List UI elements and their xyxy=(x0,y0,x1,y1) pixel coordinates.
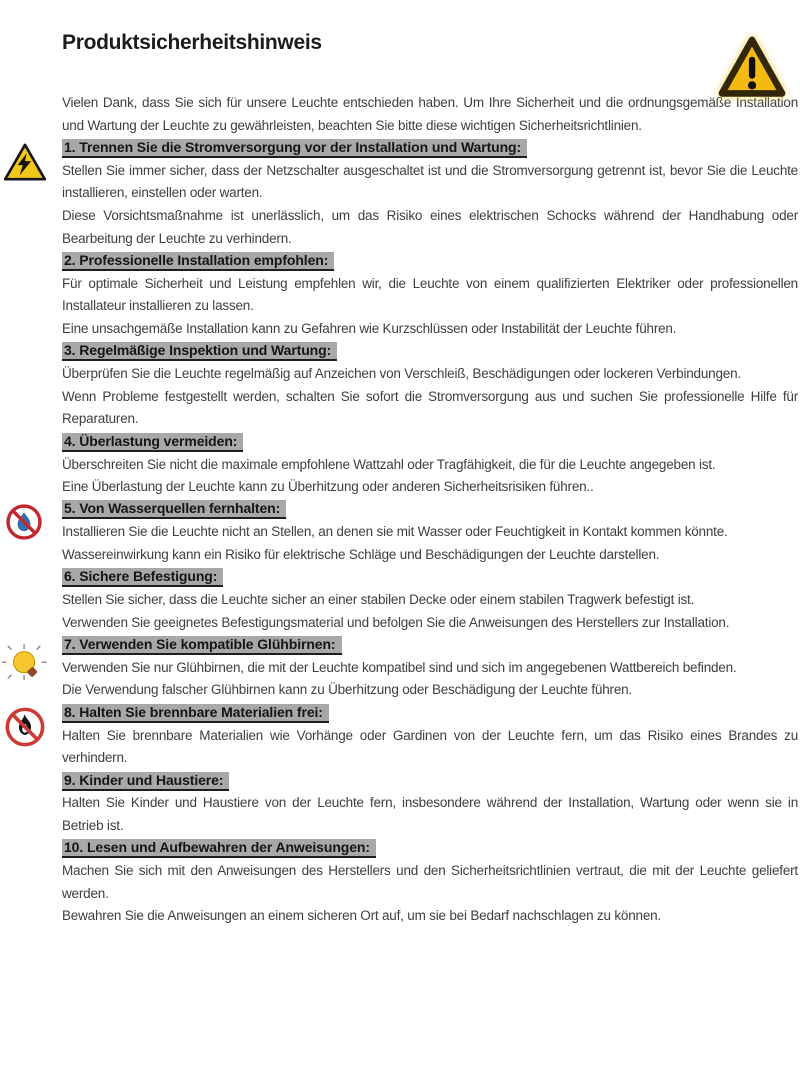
section-paragraph: Machen Sie sich mit den Anweisungen des Herstellers und den Sicherheitsrichtlinien vertraut, die mit der Leuchte geliefert werden. xyxy=(62,863,798,901)
page xyxy=(0,28,800,1088)
section-paragraph: Halten Sie Kinder und Haustiere von der Leuchte fern, insbesondere während der Installation, Wartung oder wenn sie in Betrieb ist. xyxy=(62,795,798,833)
section-paragraph: Stellen Sie immer sicher, dass der Netzschalter ausgeschaltet ist und die Stromversorgung getrennt ist, bevor Sie die Leuchte installieren, einstellen oder warten. xyxy=(62,162,798,201)
section-compatible-bulbs xyxy=(62,634,798,702)
section-paragraph: Diese Vorsichtsmaßnahme ist unerlässlich, um das Risiko eines elektrischen Schocks während der Handhabung oder Bearbeitung der Leuchte zu verhindern. xyxy=(62,207,798,246)
section-paragraph: Überschreiten Sie nicht die maximale empfohlene Wattzahl oder Tragfähigkeit, die für die Leuchte angegeben ist. xyxy=(62,456,716,472)
section-children-pets xyxy=(62,770,798,838)
section-paragraph: Bewahren Sie die Anweisungen an einem sicheren Ort auf, um sie bei Bedarf nachschlagen zu können. xyxy=(62,908,661,924)
section-avoid-overload xyxy=(62,431,798,499)
section-paragraph: Verwenden Sie nur Glühbirnen, die mit der Leuchte kompatibel sind und sich im angegebenen Wattbereich befinden. xyxy=(62,659,737,675)
section-inspection-maintenance xyxy=(62,341,798,431)
section-heading: 5. Von Wasserquellen fernhalten: xyxy=(62,500,286,519)
section-professional-installation xyxy=(62,250,798,340)
section-heading: 10. Lesen und Aufbewahren der Anweisungen: xyxy=(62,839,376,858)
light-bulb-icon xyxy=(2,639,50,693)
section-paragraph: Wassereinwirkung kann ein Risiko für elektrische Schläge und Beschädigungen der Leuchte darstellen. xyxy=(62,546,660,562)
section-paragraph: Installieren Sie die Leuchte nicht an Stellen, an denen sie mit Wasser oder Feuchtigkeit in Kontakt kommen könnte. xyxy=(62,524,728,540)
high-voltage-icon xyxy=(3,138,47,186)
section-paragraph: Wenn Probleme festgestellt werden, schalten Sie sofort die Stromversorgung aus und suchen Sie professionelle Hilfe für Reparaturen. xyxy=(62,388,798,427)
section-read-keep-instructions xyxy=(62,838,798,928)
section-paragraph: Eine unsachgemäße Installation kann zu Gefahren wie Kurzschlüssen oder Instabilität der Leuchte führen. xyxy=(62,320,677,336)
section-flammable-materials xyxy=(62,702,798,770)
section-heading: 1. Trennen Sie die Stromversorgung vor der Installation und Wartung: xyxy=(62,139,527,158)
section-heading: 3. Regelmäßige Inspektion und Wartung: xyxy=(62,342,337,361)
section-paragraph: Überprüfen Sie die Leuchte regelmäßig auf Anzeichen von Verschleiß, Beschädigungen oder lockeren Verbindungen. xyxy=(62,366,741,382)
section-paragraph: Eine Überlastung der Leuchte kann zu Überhitzung oder anderen Sicherheitsrisiken führen.. xyxy=(62,479,594,495)
section-keep-from-water xyxy=(62,499,798,567)
document-body xyxy=(0,92,800,928)
section-paragraph: Für optimale Sicherheit und Leistung empfehlen wir, die Leuchte von einem qualifizierten Elektriker oder professionellen Installateur installieren zu lassen. xyxy=(62,275,798,314)
section-secure-mounting xyxy=(62,566,798,634)
section-heading: 9. Kinder und Haustiere: xyxy=(62,772,229,791)
section-paragraph: Stellen Sie sicher, dass die Leuchte sicher an einer stabilen Decke oder einem stabilen Tragwerk befestigt ist. xyxy=(62,592,695,608)
page-title: Produktsicherheitshinweis xyxy=(62,31,322,54)
section-paragraph: Die Verwendung falscher Glühbirnen kann zu Überhitzung oder Beschädigung der Leuchte führen. xyxy=(62,682,632,698)
section-heading: 7. Verwenden Sie kompatible Glühbirnen: xyxy=(62,636,342,655)
warning-triangle-icon xyxy=(715,34,789,100)
no-fire-icon xyxy=(4,704,46,750)
section-heading: 4. Überlastung vermeiden: xyxy=(62,433,243,452)
section-paragraph: Halten Sie brennbare Materialien wie Vorhänge oder Gardinen von der Leuchte fern, um das Risiko eines Brandes zu verhindern. xyxy=(62,727,798,766)
no-water-icon xyxy=(5,501,43,543)
section-disconnect-power xyxy=(62,137,798,250)
section-heading: 2. Professionelle Installation empfohlen: xyxy=(62,252,334,271)
intro-paragraph: Vielen Dank, dass Sie sich für unsere Leuchte entschieden haben. Um Ihre Sicherheit und die ordnungsgemäße Installation und Wartung der Leuchte zu gewährleisten, beachten Sie bitte diese wichtigen Sicherheitsrichtlinien. xyxy=(62,95,798,133)
section-paragraph: Verwenden Sie geeignetes Befestigungsmaterial und befolgen Sie die Anweisungen des Herstellers zur Installation. xyxy=(62,614,730,630)
section-heading: 6. Sichere Befestigung: xyxy=(62,568,223,587)
section-heading: 8. Halten Sie brennbare Materialien frei: xyxy=(62,704,329,723)
